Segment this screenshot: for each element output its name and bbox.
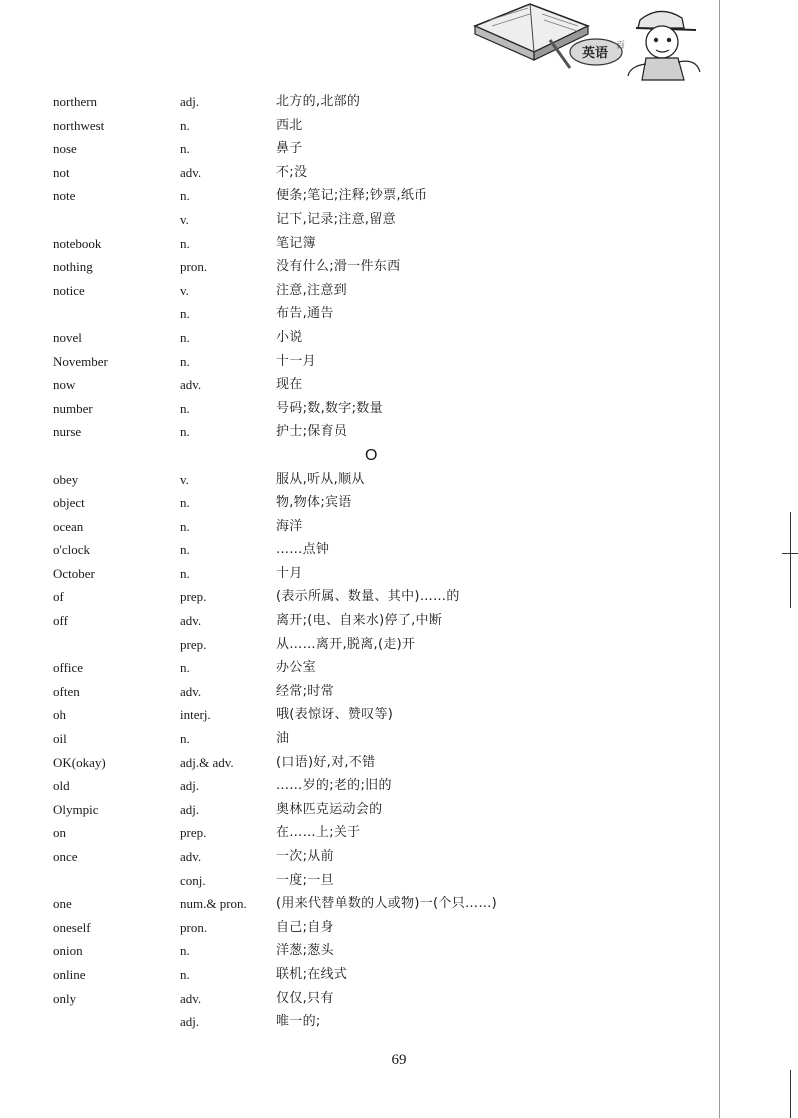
vocab-entry	[53, 279, 713, 303]
vocab-entry	[53, 727, 713, 751]
entry-meaning: 注意,注意到	[276, 282, 347, 298]
vocab-entry	[53, 633, 713, 657]
header-illustration	[470, 0, 710, 86]
section-letter	[53, 444, 713, 468]
entry-part-of-speech: adv.	[180, 683, 202, 699]
entry-part-of-speech: n.	[180, 542, 190, 558]
entry-meaning: 小说	[276, 329, 303, 345]
entry-word: oneself	[53, 919, 91, 935]
entry-part-of-speech: n.	[180, 306, 190, 322]
entry-meaning: 一度;一旦	[276, 872, 334, 888]
entry-meaning: 十月	[276, 565, 303, 581]
entry-meaning: 不;没	[276, 164, 308, 180]
entry-part-of-speech: prep.	[180, 636, 207, 652]
entry-word: nose	[53, 141, 77, 157]
vocab-entry	[53, 1010, 713, 1034]
vocab-entry	[53, 255, 713, 279]
entry-part-of-speech: n.	[180, 731, 190, 747]
entry-meaning: 十一月	[276, 353, 316, 369]
entry-meaning: 油	[276, 731, 290, 747]
entry-part-of-speech: prep.	[180, 589, 207, 605]
entry-word: October	[53, 565, 95, 581]
entry-part-of-speech: v.	[180, 211, 189, 227]
vocab-entry	[53, 114, 713, 138]
entry-meaning: 联机;在线式	[276, 966, 348, 982]
entry-part-of-speech: adj.	[180, 801, 200, 817]
vocab-entry	[53, 774, 713, 798]
entry-part-of-speech: adv.	[180, 990, 202, 1006]
entry-word: office	[53, 660, 84, 676]
entry-meaning: 离开;(电、自来水)停了,中断	[276, 613, 443, 629]
entry-part-of-speech: adj.	[180, 94, 200, 109]
entry-meaning: 记下,记录;注意,留意	[276, 211, 396, 227]
vocab-entry	[53, 137, 713, 161]
page-number: 69	[391, 1052, 407, 1068]
entry-meaning: 物,物体;宾语	[276, 495, 352, 511]
cartoon-boy-icon	[628, 11, 700, 80]
entry-part-of-speech: n.	[180, 943, 190, 959]
vocab-entry	[53, 751, 713, 775]
entry-meaning: 西北	[276, 117, 303, 133]
entry-meaning: 一次;从前	[276, 849, 334, 864]
entry-meaning: 自己;自身	[276, 919, 334, 935]
entry-word: Olympic	[53, 801, 99, 817]
vocab-entry	[53, 680, 713, 704]
entry-meaning: 在……上;关于	[276, 825, 361, 841]
entry-meaning: ……岁的;老的;旧的	[276, 778, 392, 794]
vocab-entry	[53, 538, 713, 562]
vocab-entry	[53, 373, 713, 397]
entry-part-of-speech: pron.	[180, 919, 208, 935]
entry-meaning: 哦(表惊讶、赞叹等)	[276, 707, 394, 723]
entry-part-of-speech: n.	[180, 235, 190, 251]
vocab-entry	[53, 161, 713, 185]
entry-word: oil	[53, 731, 67, 747]
entry-meaning: 号码;数,数字;数量	[276, 400, 383, 416]
entry-meaning: 办公室	[276, 660, 316, 676]
entry-meaning: 唯一的;	[276, 1014, 321, 1030]
entry-part-of-speech: interj.	[180, 707, 211, 723]
entry-meaning: 奥林匹克运动会的	[276, 801, 383, 817]
vocab-entry	[53, 468, 713, 492]
crop-mark	[790, 512, 791, 608]
entry-meaning: 布告,通告	[276, 306, 334, 322]
entry-word: o'clock	[53, 542, 90, 558]
entry-word: now	[53, 377, 76, 393]
entry-part-of-speech: n.	[180, 565, 190, 581]
entry-part-of-speech: n.	[180, 400, 190, 416]
entry-word: online	[53, 966, 86, 982]
entry-word: once	[53, 849, 78, 864]
entry-word: OK(okay)	[53, 754, 106, 770]
vocab-entry	[53, 656, 713, 680]
entry-part-of-speech: n.	[180, 966, 190, 982]
entry-word: nothing	[53, 259, 93, 275]
entry-word: notebook	[53, 235, 102, 251]
entry-meaning: 笔记簿	[276, 235, 316, 251]
vocab-entry	[53, 562, 713, 586]
entry-part-of-speech: n.	[180, 660, 190, 676]
vocab-entry	[53, 90, 713, 114]
entry-word: November	[53, 353, 108, 369]
entry-word: one	[53, 896, 72, 912]
entry-part-of-speech: adj.	[180, 778, 200, 794]
entry-meaning: 护士;保育员	[276, 424, 348, 440]
vocab-entry	[53, 397, 713, 421]
vocab-entry	[53, 609, 713, 633]
entry-word: onion	[53, 943, 83, 959]
vocab-entry	[53, 963, 713, 987]
vocab-entry	[53, 821, 713, 845]
entry-part-of-speech: n.	[180, 424, 190, 440]
vocab-entry	[53, 326, 713, 350]
entry-part-of-speech: n.	[180, 117, 190, 133]
entry-part-of-speech: adj.	[180, 1014, 200, 1030]
entry-meaning: 便条;笔记;注释;钞票,纸币	[276, 188, 428, 204]
entry-meaning: 洋葱;葱头	[276, 943, 334, 959]
entry-meaning: 仅仅,只有	[276, 990, 334, 1006]
entry-meaning: (口语)好,对,不错	[276, 754, 376, 770]
entry-word: northwest	[53, 117, 105, 133]
entry-meaning: 海洋	[276, 518, 303, 534]
entry-meaning: (表示所属、数量、其中)……的	[276, 589, 460, 605]
entry-part-of-speech: n.	[180, 495, 190, 511]
vocab-entry	[53, 798, 713, 822]
entry-word: object	[53, 495, 85, 511]
entry-part-of-speech: n.	[180, 329, 190, 345]
page-edge-rule	[719, 0, 720, 1118]
entry-word: novel	[53, 329, 82, 345]
vocab-entry	[53, 208, 713, 232]
crop-mark	[790, 1070, 791, 1118]
entry-meaning: 北方的,北部的	[276, 94, 361, 109]
vocab-entry	[53, 916, 713, 940]
vocab-entry	[53, 491, 713, 515]
badge-icon	[570, 39, 625, 65]
entry-part-of-speech: adv.	[180, 377, 202, 393]
entry-meaning: ……点钟	[276, 542, 330, 558]
entry-meaning: 经常;时常	[276, 683, 334, 699]
entry-word: off	[53, 613, 68, 629]
vocab-entry	[53, 939, 713, 963]
entry-part-of-speech: adv.	[180, 613, 202, 629]
entry-meaning: 现在	[276, 377, 303, 393]
entry-word: of	[53, 589, 64, 605]
vocab-entry	[53, 184, 713, 208]
vocab-entry	[53, 350, 713, 374]
entry-part-of-speech: adv.	[180, 164, 202, 180]
entry-word: often	[53, 683, 80, 699]
vocab-entry	[53, 515, 713, 539]
book-icon	[475, 4, 588, 68]
entry-word: old	[53, 778, 70, 794]
entry-part-of-speech: v.	[180, 471, 189, 487]
entry-part-of-speech: conj.	[180, 872, 206, 888]
entry-word: obey	[53, 471, 79, 487]
entry-meaning: 鼻子	[276, 141, 303, 157]
entry-meaning: (用来代替单数的人或物)一(个只……)	[276, 896, 497, 912]
vocabulary-list	[53, 90, 713, 1034]
badge-label: 英语	[582, 46, 609, 61]
entry-meaning: 服从,听从,顺从	[276, 471, 365, 487]
entry-part-of-speech: num.& pron.	[180, 896, 247, 912]
vocab-entry	[53, 987, 713, 1011]
entry-word: nurse	[53, 424, 82, 440]
entry-word: on	[53, 825, 66, 841]
entry-part-of-speech: adj.& adv.	[180, 754, 234, 770]
entry-meaning: 从……离开,脱离,(走)开	[276, 636, 416, 652]
entry-part-of-speech: pron.	[180, 259, 208, 275]
vocab-entry	[53, 845, 713, 869]
entry-part-of-speech: n.	[180, 141, 190, 157]
entry-part-of-speech: adv.	[180, 849, 202, 864]
vocab-entry	[53, 892, 713, 916]
entry-part-of-speech: n.	[180, 518, 190, 534]
entry-word: ocean	[53, 518, 84, 534]
entry-part-of-speech: n.	[180, 353, 190, 369]
crop-mark	[782, 553, 798, 554]
entry-meaning: 没有什么;滑一件东西	[276, 259, 401, 275]
badge-tail: 百	[616, 41, 626, 51]
vocab-entry	[53, 420, 713, 444]
vocab-entry	[53, 869, 713, 893]
entry-word: only	[53, 990, 77, 1006]
vocab-entry	[53, 585, 713, 609]
entry-word: notice	[53, 282, 85, 298]
section-letter-label: O	[365, 446, 378, 464]
entry-part-of-speech: n.	[180, 188, 190, 204]
entry-word: note	[53, 188, 76, 204]
vocab-entry	[53, 232, 713, 256]
entry-part-of-speech: v.	[180, 282, 189, 298]
entry-word: not	[53, 164, 70, 180]
vocab-entry	[53, 703, 713, 727]
entry-part-of-speech: prep.	[180, 825, 207, 841]
entry-word: oh	[53, 707, 66, 723]
entry-word: northern	[53, 94, 98, 109]
entry-word: number	[53, 400, 93, 416]
vocab-entry	[53, 302, 713, 326]
